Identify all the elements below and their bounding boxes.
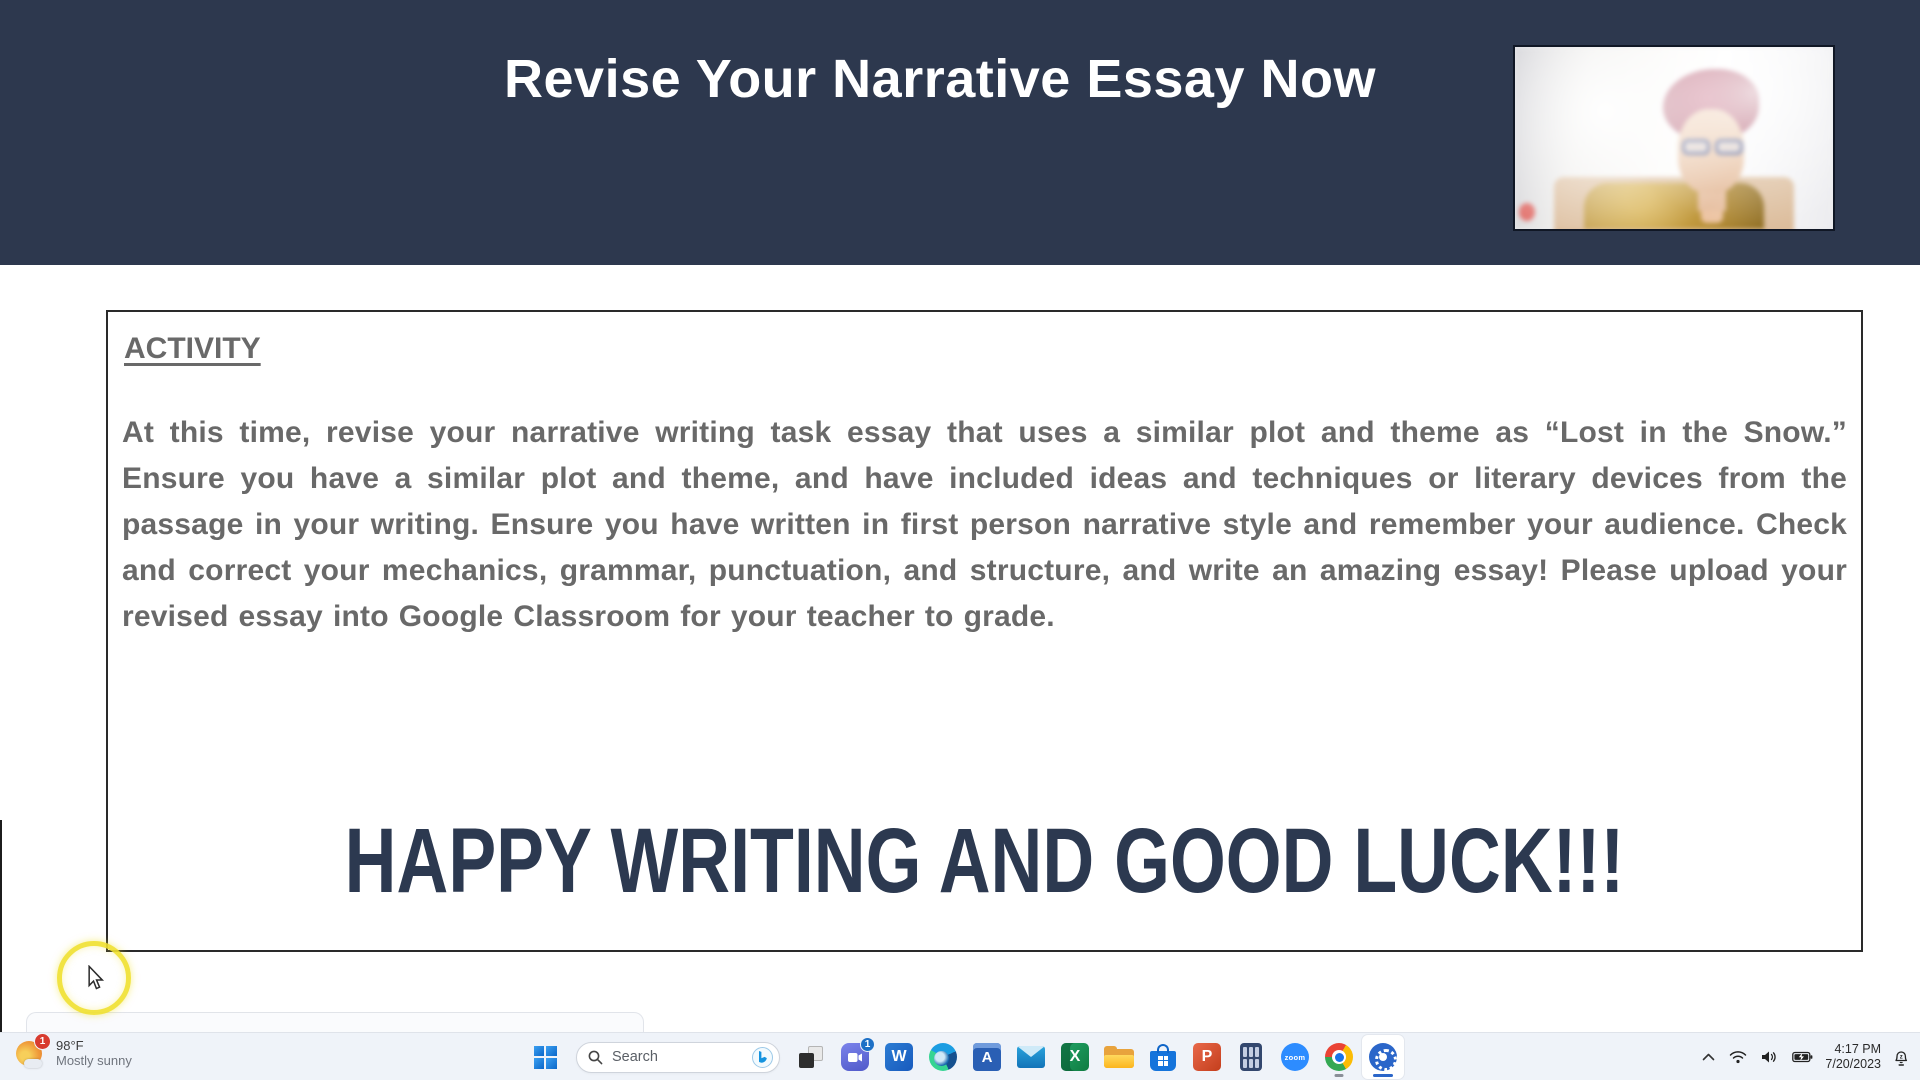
task-view-icon [799, 1046, 823, 1068]
activity-heading: ACTIVITY [124, 332, 261, 365]
weather-temperature: 98°F [56, 1038, 84, 1053]
teams-icon [841, 1039, 871, 1071]
excel-button[interactable] [1054, 1035, 1096, 1079]
calculator-icon [1240, 1043, 1262, 1071]
mail-icon [1017, 1046, 1045, 1068]
excel-icon: X [1061, 1043, 1089, 1071]
taskbar [0, 1032, 1920, 1080]
sun-icon [14, 1037, 48, 1069]
start-icon [534, 1046, 557, 1069]
chrome-button[interactable] [1318, 1035, 1360, 1079]
screen-recorder-icon [1369, 1043, 1397, 1071]
wifi-button[interactable] [1727, 1046, 1749, 1068]
tray-time: 4:17 PM [1834, 1042, 1881, 1056]
task-view-button[interactable] [790, 1035, 832, 1079]
clock[interactable] [1825, 1042, 1881, 1072]
taskbar-center [524, 1033, 1404, 1080]
zoom-icon: zoom [1281, 1043, 1309, 1071]
slide-title: Revise Your Narrative Essay Now [504, 49, 1376, 109]
store-icon [1150, 1044, 1176, 1071]
battery-icon [1792, 1051, 1813, 1063]
zoom-button[interactable] [1274, 1035, 1316, 1079]
chevron-up-icon [1702, 1053, 1715, 1061]
edge-icon [929, 1043, 957, 1071]
search-placeholder: Search [612, 1049, 658, 1065]
volume-button[interactable] [1759, 1046, 1780, 1068]
powerpoint-button[interactable] [1186, 1035, 1228, 1079]
powerpoint-icon: P [1193, 1043, 1221, 1071]
system-tray [1700, 1033, 1912, 1080]
bell-icon [1893, 1049, 1910, 1066]
chrome-icon [1325, 1043, 1353, 1071]
teams-button[interactable] [834, 1035, 876, 1079]
notification-badge: 1 [34, 1033, 51, 1050]
svg-text:z: z [1899, 1054, 1903, 1061]
volume-icon [1761, 1050, 1778, 1064]
screen-recorder-button[interactable] [1362, 1035, 1404, 1079]
mail-button[interactable] [1010, 1035, 1052, 1079]
active-app-indicator [1373, 1074, 1393, 1077]
closing-message: HAPPY WRITING AND GOOD LUCK!!! [344, 810, 1625, 912]
activinspire-icon: A [973, 1043, 1001, 1071]
microsoft-store-button[interactable] [1142, 1035, 1184, 1079]
presenter-webcam[interactable] [1513, 45, 1835, 231]
running-indicator [1335, 1074, 1344, 1077]
weather-widget[interactable] [14, 1037, 132, 1069]
file-explorer-button[interactable] [1098, 1035, 1140, 1079]
activity-text-box [106, 310, 1863, 952]
start-button[interactable] [524, 1035, 566, 1079]
tray-date: 7/20/2023 [1825, 1057, 1881, 1071]
battery-button[interactable] [1790, 1047, 1815, 1067]
activinspire-button[interactable] [966, 1035, 1008, 1079]
weather-condition: Mostly sunny [56, 1053, 132, 1068]
webcam-video-frame [1515, 47, 1833, 229]
search-icon [588, 1050, 603, 1065]
cursor-icon [85, 965, 107, 991]
activity-paragraph: At this time, revise your narrative writing task essay that uses a similar plot and theme as “Lost in the Snow.” Ensure you have a similar plot and theme, and have included ideas and techniques or literary devices from the passage in your writing. Ensure you have written in first person narrative style and remember your audience. Check and correct your mechanics, grammar, punctuation, and structure, and write an amazing essay! Please upload your revised essay into Google Classroom for your teacher to grade. [122, 416, 1847, 633]
bing-icon [752, 1047, 773, 1068]
window-edge-line [0, 820, 2, 1032]
word-icon: W [885, 1043, 913, 1071]
flyout-ghost [26, 1012, 644, 1032]
folder-icon [1104, 1045, 1134, 1069]
search-input[interactable] [576, 1042, 780, 1073]
teams-badge: 1 [860, 1037, 875, 1052]
word-button[interactable] [878, 1035, 920, 1079]
hidden-icons-button[interactable] [1700, 1049, 1717, 1065]
edge-button[interactable] [922, 1035, 964, 1079]
calculator-button[interactable] [1230, 1035, 1272, 1079]
notification-bell-button[interactable] [1891, 1045, 1912, 1070]
wifi-icon [1729, 1050, 1747, 1064]
